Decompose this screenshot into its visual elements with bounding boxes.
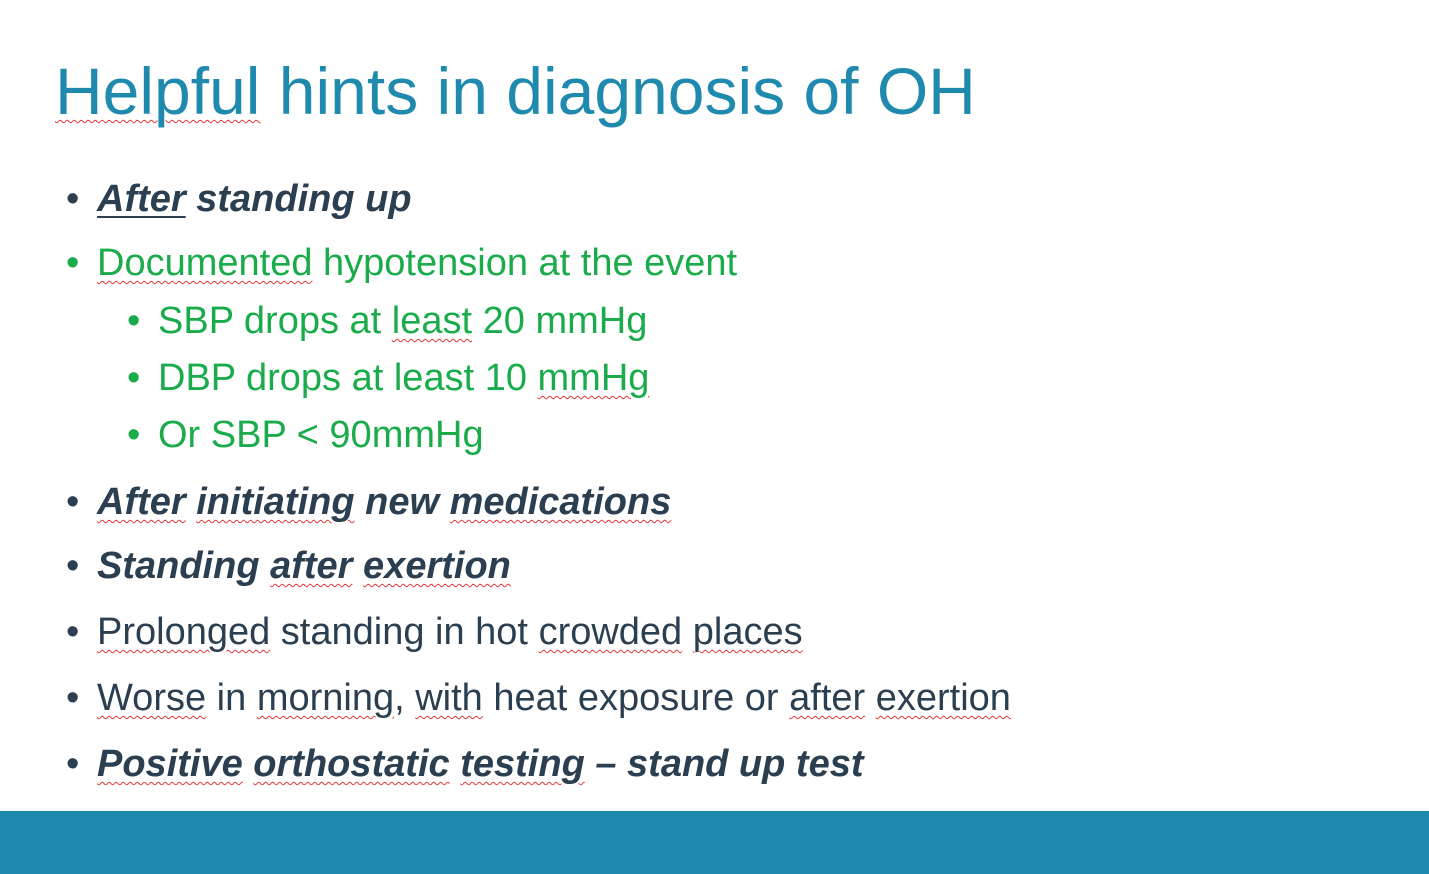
- sub-bullet-item: [127, 413, 484, 457]
- bullet-text: testing: [460, 743, 585, 785]
- bullet-marker: •: [66, 242, 80, 284]
- bullet-text: new: [354, 481, 450, 523]
- bullet-text: Standing: [97, 545, 271, 587]
- bullet-marker: •: [127, 414, 141, 456]
- bullet-text: 20 mmHg: [472, 300, 648, 342]
- slide-title: [55, 52, 976, 130]
- bullet-text: in: [206, 677, 257, 719]
- bullet-text: morning: [256, 677, 395, 719]
- bullet-item: [66, 676, 1011, 720]
- bullet-text: places: [692, 611, 803, 653]
- title-text: hints in diagnosis of OH: [260, 54, 976, 128]
- bullet-text: [865, 677, 876, 719]
- bullet-text: standing in hot: [270, 611, 539, 653]
- bullet-marker: •: [66, 481, 80, 523]
- bullet-marker: •: [66, 677, 80, 719]
- bullet-item: [66, 742, 864, 786]
- bullet-text: Or SBP < 90mmHg: [158, 414, 484, 456]
- bullet-text: least: [391, 300, 473, 342]
- bullet-text: [352, 545, 363, 587]
- bullet-text: ,: [394, 677, 416, 719]
- bullet-item: [66, 177, 412, 221]
- bullet-text: standing up: [185, 178, 412, 220]
- bullet-text: exertion: [875, 677, 1011, 719]
- footer-bar: [0, 811, 1429, 874]
- bullet-text: [450, 743, 461, 785]
- bullet-text: [186, 481, 197, 523]
- bullet-text: Worse: [97, 677, 207, 719]
- bullet-item: [66, 241, 737, 285]
- bullet-text: with: [415, 677, 483, 719]
- bullet-marker: •: [127, 357, 141, 399]
- bullet-text: [682, 611, 693, 653]
- bullet-marker: •: [66, 545, 80, 587]
- bullet-text: DBP drops at least 10: [158, 357, 538, 399]
- title-word: Helpful: [55, 54, 261, 128]
- bullet-marker: •: [66, 743, 80, 785]
- bullet-text: exertion: [363, 545, 511, 587]
- bullet-text: after: [270, 545, 353, 587]
- bullet-text: – stand up test: [584, 743, 864, 785]
- bullet-marker: •: [66, 178, 80, 220]
- bullet-text: after: [789, 677, 866, 719]
- bullet-text: orthostatic: [253, 743, 450, 785]
- bullet-text: initiating: [196, 481, 355, 523]
- bullet-text: After: [97, 178, 186, 220]
- bullet-text: [243, 743, 254, 785]
- bullet-marker: •: [66, 611, 80, 653]
- bullet-text: Prolonged: [97, 611, 271, 653]
- bullet-text: After: [97, 481, 186, 523]
- bullet-text: Positive: [97, 743, 243, 785]
- bullet-item: [66, 480, 671, 524]
- bullet-text: heat exposure or: [482, 677, 790, 719]
- bullet-text: medications: [449, 481, 672, 523]
- bullet-marker: •: [127, 300, 141, 342]
- sub-bullet-item: [127, 299, 647, 343]
- bullet-text: mmHg: [537, 357, 650, 399]
- bullet-item: [66, 610, 803, 654]
- sub-bullet-item: [127, 356, 649, 400]
- bullet-text: Documented: [97, 242, 313, 284]
- bullet-item: [66, 544, 511, 588]
- bullet-text: crowded: [538, 611, 683, 653]
- bullet-text: hypotension at the event: [312, 242, 738, 284]
- bullet-text: SBP drops at: [158, 300, 392, 342]
